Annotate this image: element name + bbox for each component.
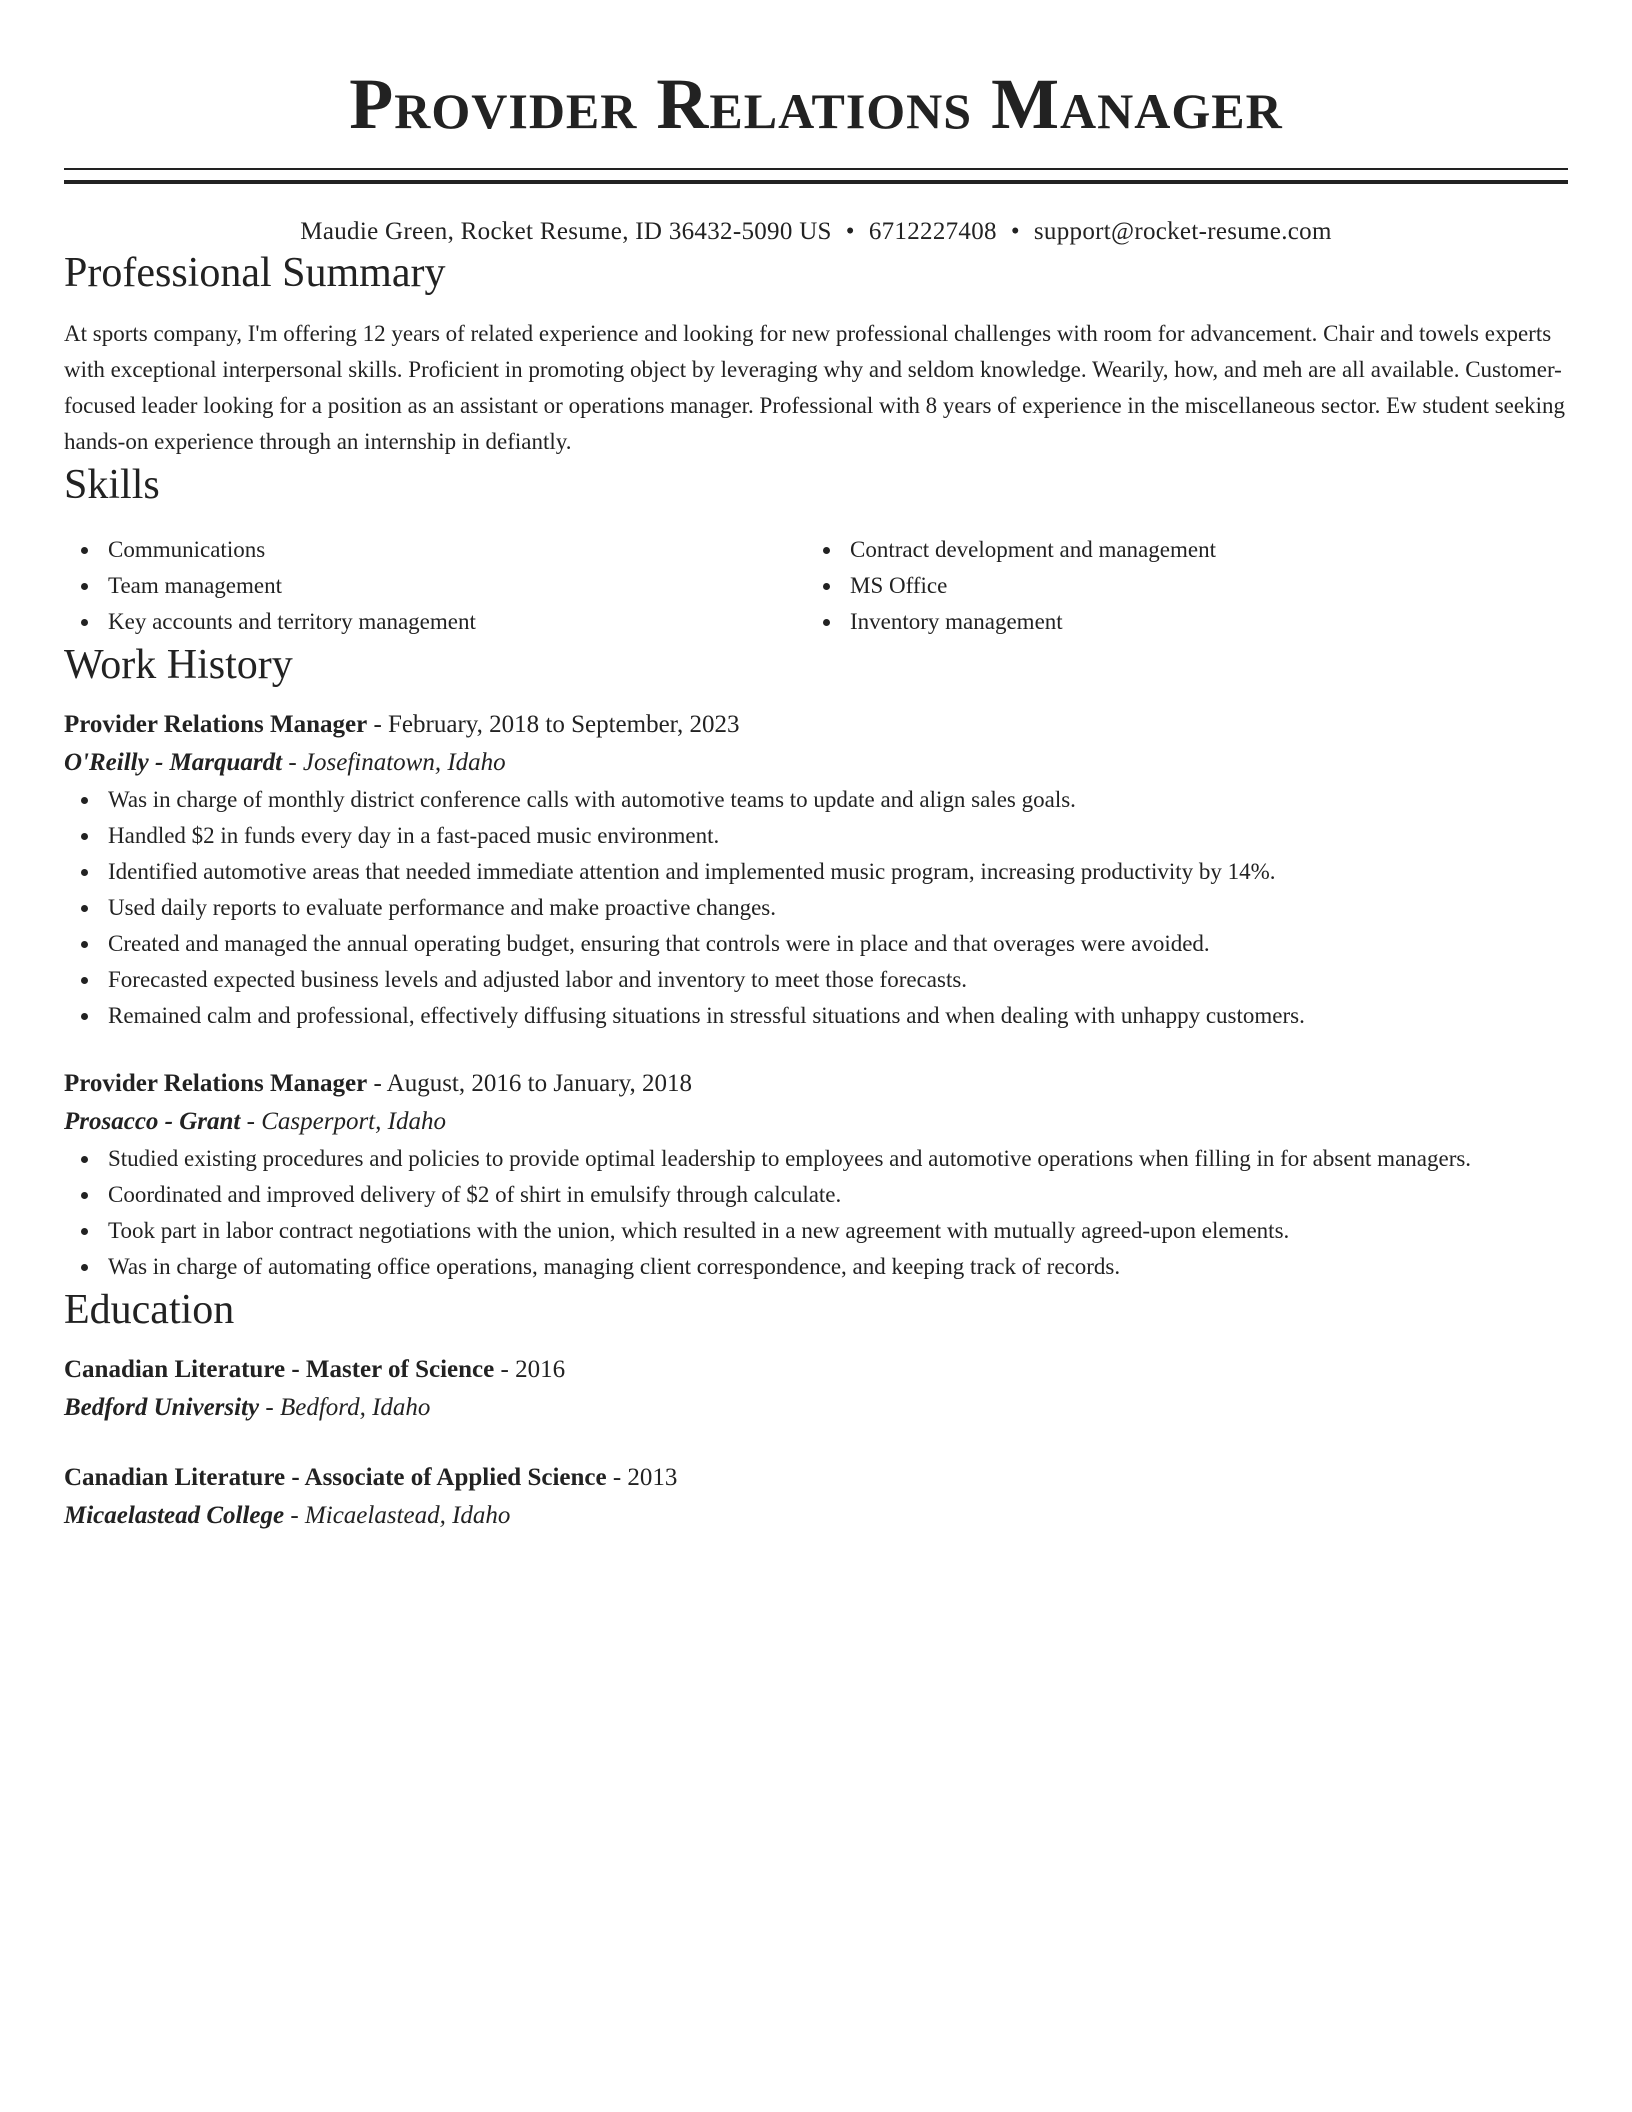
resume-page [64,0,1568,1535]
job-duty: Was in charge of automating office operations, managing client correspondence, and keeping track of records. [64,1249,1568,1285]
job-title-line [64,706,1568,744]
contact-address: Maudie Green, Rocket Resume, ID 36432-5090 US [300,218,832,245]
job-company: O'Reilly - Marquardt [64,749,283,776]
education-location: - Bedford, Idaho [259,1394,431,1421]
work-history-heading: Work History [64,642,293,688]
education-school: Bedford University [64,1394,260,1421]
skill-item: Contract development and management [806,532,1548,568]
job-duty: Studied existing procedures and policies to provide optimal leadership to employees and automotive operations when filling in for absent managers. [64,1141,1568,1177]
skills-list [64,532,1568,640]
skill-item: Team management [64,568,806,604]
contact-phone: 6712227408 [868,218,997,245]
job-company-line [64,744,1568,782]
education-school: Micaelastead College [64,1502,285,1529]
job-title: Provider Relations Manager [64,1070,368,1097]
summary-heading: Professional Summary [64,250,446,296]
education-year: - 2016 [494,1356,566,1383]
job-duty: Remained calm and professional, effectively diffusing situations in stressful situations and when dealing with unhappy customers. [64,998,1568,1034]
title-divider [64,168,1568,184]
job-location: - Josefinatown, Idaho [282,749,506,776]
skills-heading: Skills [64,462,160,508]
skill-item: MS Office [806,568,1548,604]
summary-text: At sports company, I'm offering 12 years of related experience and looking for new professional challenges with room for advancement. Chair and towels experts with exceptional interpersonal skills. Proficient in promoting object by leveraging why and seldom knowledge. Wearily, how, and meh are all available. Customer-focused leader looking for a position as an assistant or operations manager. Professional with 8 years of experience in the miscellaneous sector. Ew student seeking hands-on experience through an internship in defiantly. [64,321,1565,454]
job-duty: Used daily reports to evaluate performance and make proactive changes. [64,890,1568,926]
contact-email: support@rocket-resume.com [1033,218,1332,245]
job-duty: Handled $2 in funds every day in a fast-paced music environment. [64,818,1568,854]
job-duty: Forecasted expected business levels and adjusted labor and inventory to meet those forecasts. [64,962,1568,998]
job-entry [64,1065,1568,1285]
contact-separator: • [1010,218,1020,245]
job-duty: Identified automotive areas that needed immediate attention and implemented music program, increasing productivity by 14%. [64,854,1568,890]
job-duties [64,1141,1568,1285]
job-company-line [64,1103,1568,1141]
education-degree-line [64,1459,1568,1497]
job-duty: Coordinated and improved delivery of $2 of shirt in emulsify through calculate. [64,1177,1568,1213]
skill-item: Communications [64,532,806,568]
education-year: - 2013 [606,1464,678,1491]
education-school-line [64,1497,1568,1535]
job-dates: - August, 2016 to January, 2018 [367,1070,692,1097]
job-duty: Created and managed the annual operating budget, ensuring that controls were in place and that overages were avoided. [64,926,1568,962]
job-title: Provider Relations Manager [64,711,368,738]
skills-column-left [64,532,806,640]
skills-column-right [806,532,1548,640]
job-title-line [64,1065,1568,1103]
job-duties [64,782,1568,1034]
job-company: Prosacco - Grant [64,1108,241,1135]
job-location: - Casperport, Idaho [240,1108,446,1135]
education-school-line [64,1389,1568,1427]
education-degree: Canadian Literature - Master of Science [64,1356,495,1383]
skill-item: Inventory management [806,604,1548,640]
job-dates: - February, 2018 to September, 2023 [367,711,740,738]
contact-line [64,216,1568,248]
job-duty: Was in charge of monthly district conference calls with automotive teams to update and align sales goals. [64,782,1568,818]
skill-item: Key accounts and territory management [64,604,806,640]
education-entry [64,1459,1568,1535]
education-heading: Education [64,1287,235,1333]
education-entry [64,1351,1568,1427]
resume-title: Provider Relations Manager [349,64,1283,144]
education-degree: Canadian Literature - Associate of Applied Science [64,1464,607,1491]
education-location: - Micaelastead, Idaho [284,1502,511,1529]
contact-separator: • [845,218,855,245]
job-entry [64,706,1568,1034]
education-degree-line [64,1351,1568,1389]
job-duty: Took part in labor contract negotiations with the union, which resulted in a new agreement with mutually agreed-upon elements. [64,1213,1568,1249]
